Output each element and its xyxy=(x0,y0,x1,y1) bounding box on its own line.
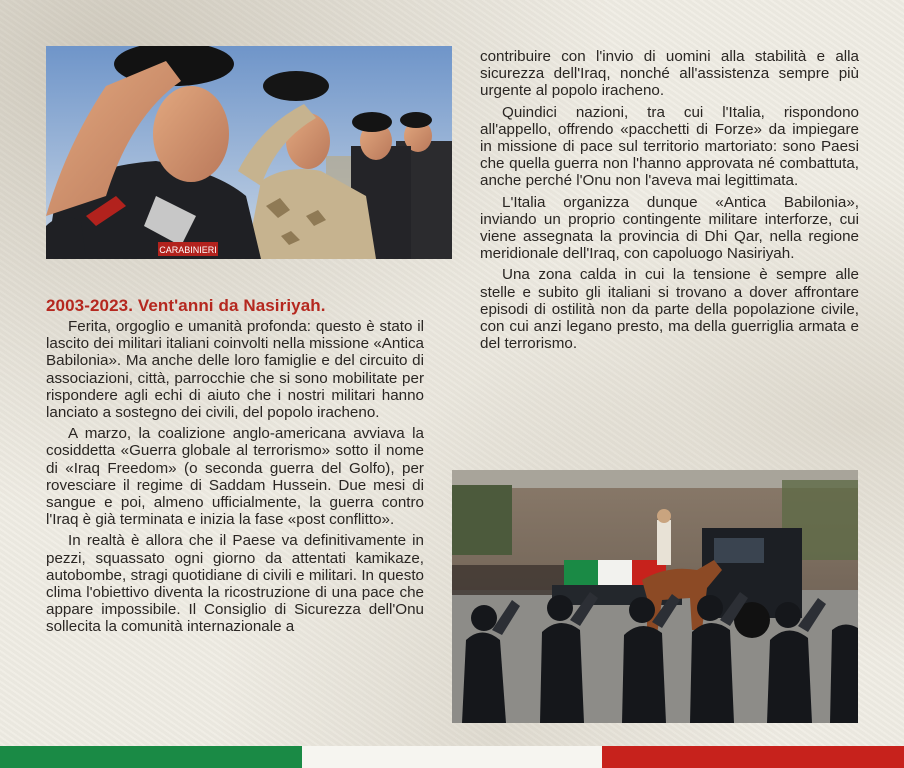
paragraph: Quindici nazioni, tra cui l'Italia, rispondono all'appello, offrendo «pacchetti di Forze» da impiegare in missione di pace sul territorio martoriato: sono Paesi che quella guerra non l'hanno approvata né combattuta, anche perché l'Onu non l'aveva mai legittimata. xyxy=(480,103,859,190)
paragraph: L'Italia organizza dunque «Antica Babilonia», inviando un proprio contingente militare interforze, cui viene assegnata la provincia di Dhi Qar, nella regione meridionale dell'Iraq, con capoluogo Nasiriyah. xyxy=(480,193,859,263)
flag-band-white xyxy=(302,746,602,768)
paragraph: In realtà è allora che il Paese va definitivamente in pezzi, squassato ogni giorno da attentati kamikaze, autobombe, stragi quotidiane di civili e militari. In questo clima l'obiettivo diventa la ricostruzione di una pace che appare impossibile. Il Consiglio di Sicurezza dell'Onu sollecita la comunità internazionale a xyxy=(46,532,424,636)
flag-band-red xyxy=(602,746,904,768)
left-text-column xyxy=(46,296,424,636)
paragraph: A marzo, la coalizione anglo-americana avviava la cosiddetta «Guerra globale al terrorismo» sotto il nome di «Iraq Freedom» (o seconda guerra del Golfo), per rovesciare il regime di Saddam Hussein. Due mesi di sangue e poi, almeno ufficialmente, la guerra contro l'Iraq è già terminata e inizia la fase «post conflitto». xyxy=(46,425,424,529)
right-text-column xyxy=(480,48,859,352)
carabinieri-badge-text: CARABINIERI xyxy=(159,245,217,255)
photo-saluting-soldiers xyxy=(46,46,452,259)
paragraph: Una zona calda in cui la tensione è sempre alle stelle e subito gli italiani si trovano a dover affrontare episodi di ostilità non da parte della popolazione civile, con cui anzi legano presto, ma della guerriglia armata e del terrorismo. xyxy=(480,266,859,353)
paragraph: contribuire con l'invio di uomini alla stabilità e alla sicurezza dell'Iraq, nonché all'assistenza sempre più urgente al popolo iracheno. xyxy=(480,48,859,100)
article-heading: 2003-2023. Vent'anni da Nasiriyah. xyxy=(46,296,326,315)
paragraph: Ferita, orgoglio e umanità profonda: questo è stato il lascito dei militari italiani coinvolti nella missione «Antica Babilonia». Ma anche delle loro famiglie e del circuito di associazioni, città, parrocchie che si sono mobilitate per rispondere agli echi di aiuto che i nostri militari hanno lanciato a sostegno dei civili, del popolo iracheno. xyxy=(46,318,424,422)
flag-band-green xyxy=(0,746,302,768)
photo-funeral-procession xyxy=(452,470,858,723)
